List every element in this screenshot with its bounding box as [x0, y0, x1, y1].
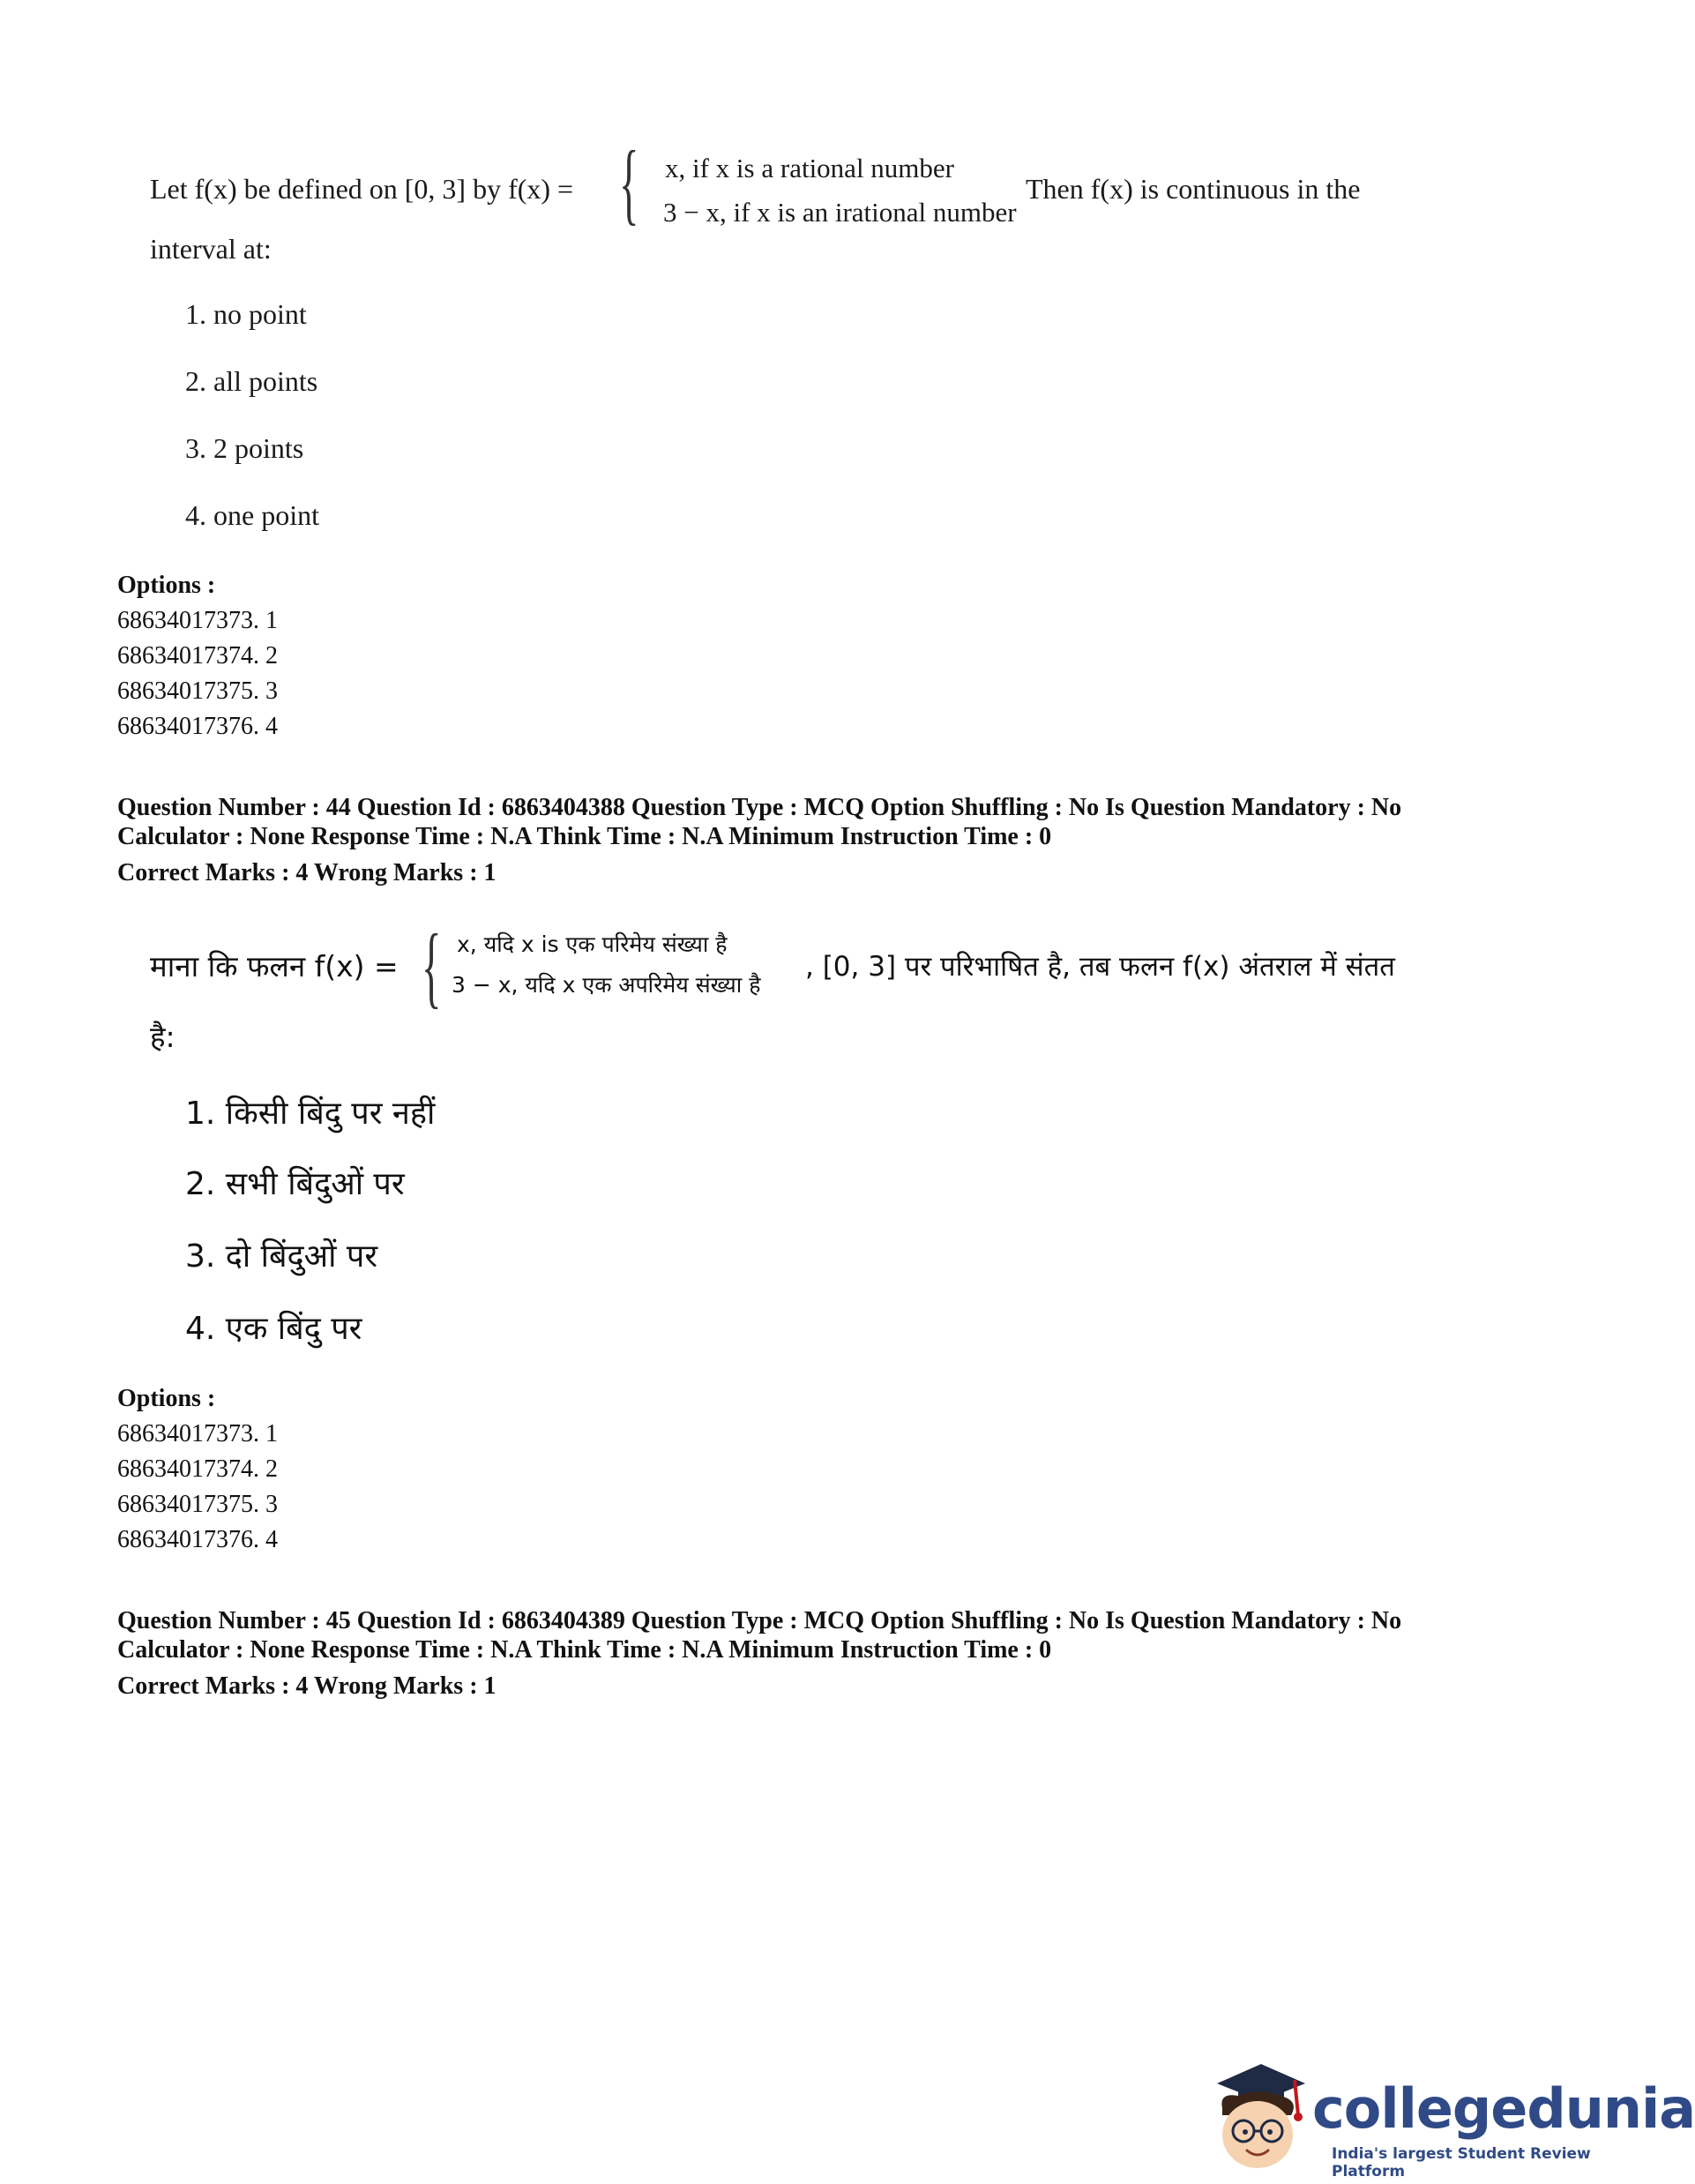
q43-stem-prefix: Let f(x) be defined on [0, 3] by f(x) =: [150, 173, 574, 205]
q44-choice-3: 3. दो बिंदुओं पर: [185, 1238, 378, 1275]
q44-option-4: 68634017376. 4: [117, 1526, 278, 1553]
q44-choice-1: 1. किसी बिंदु पर नहीं: [185, 1096, 436, 1132]
logo-brand: collegedunia: [1312, 2076, 1695, 2141]
q44-stem-prefix: माना कि फलन f(x) =: [150, 949, 399, 984]
q45-meta-line2: Calculator : None Response Time : N.A Think Time : N.A Minimum Instruction Time : 0: [117, 1636, 1052, 1664]
q43-stem-line2: interval at:: [150, 233, 272, 265]
q43-options-list: [117, 603, 278, 744]
q44-options-label: Options :: [117, 1385, 216, 1412]
q43-piece-2: 3 − x, if x is an irational number: [663, 197, 1017, 228]
q43-option-3: 68634017375. 3: [117, 677, 278, 705]
q44-options-list: [117, 1417, 278, 1558]
q44-brace: {: [422, 916, 442, 1017]
mascot-icon: [1199, 2061, 1318, 2175]
q44-stem-line2: है:: [150, 1020, 175, 1054]
q43-choice-4: 4. one point: [185, 499, 319, 531]
q43-option-1: 68634017373. 1: [117, 607, 278, 634]
q43-choice-1: 1. no point: [185, 298, 307, 330]
q44-stem-suffix: , [0, 3] पर परिभाषित है, तब फलन f(x) अंतराल में संतत: [805, 951, 1395, 983]
q43-piece-1: x, if x is a rational number: [665, 153, 954, 183]
q45-meta-line1: Question Number : 45 Question Id : 6863404389 Question Type : MCQ Option Shuffling : No Is Question Mandatory : No: [117, 1607, 1402, 1634]
q43-option-4: 68634017376. 4: [117, 713, 278, 740]
q45-marks: Correct Marks : 4 Wrong Marks : 1: [117, 1672, 497, 1700]
q43-choice-2: 2. all points: [185, 365, 318, 397]
q44-piece-2: 3 − x, यदि x एक अपरिमेय संख्या है: [452, 972, 761, 998]
q43-stem-suffix: Then f(x) is continuous in the: [1026, 173, 1361, 205]
q44-choice-4: 4. एक बिंदु पर: [185, 1311, 362, 1347]
q44-option-3: 68634017375. 3: [117, 1491, 278, 1518]
q44-option-1: 68634017373. 1: [117, 1420, 278, 1447]
logo-tagline: India's largest Student Review Platform: [1332, 2145, 1591, 2180]
q43-option-2: 68634017374. 2: [117, 642, 278, 669]
q43-piecewise: [663, 146, 1016, 235]
q44-meta-line1: Question Number : 44 Question Id : 6863404388 Question Type : MCQ Option Shuffling : No Is Question Mandatory : No: [117, 794, 1402, 821]
q43-brace: {: [619, 132, 639, 234]
q44-choice-2: 2. सभी बिंदुओं पर: [185, 1166, 405, 1202]
q44-marks: Correct Marks : 4 Wrong Marks : 1: [117, 859, 497, 886]
q43-options-label: Options :: [117, 572, 216, 599]
q44-piecewise: [452, 924, 760, 1006]
q44-piece-1: x, यदि x is एक परिमेय संख्या है: [457, 931, 728, 957]
q44-meta-line2: Calculator : None Response Time : N.A Think Time : N.A Minimum Instruction Time : 0: [117, 823, 1052, 850]
q43-choice-3: 3. 2 points: [185, 432, 304, 464]
q44-option-2: 68634017374. 2: [117, 1455, 278, 1483]
collegedunia-logo: [1199, 2061, 1695, 2180]
